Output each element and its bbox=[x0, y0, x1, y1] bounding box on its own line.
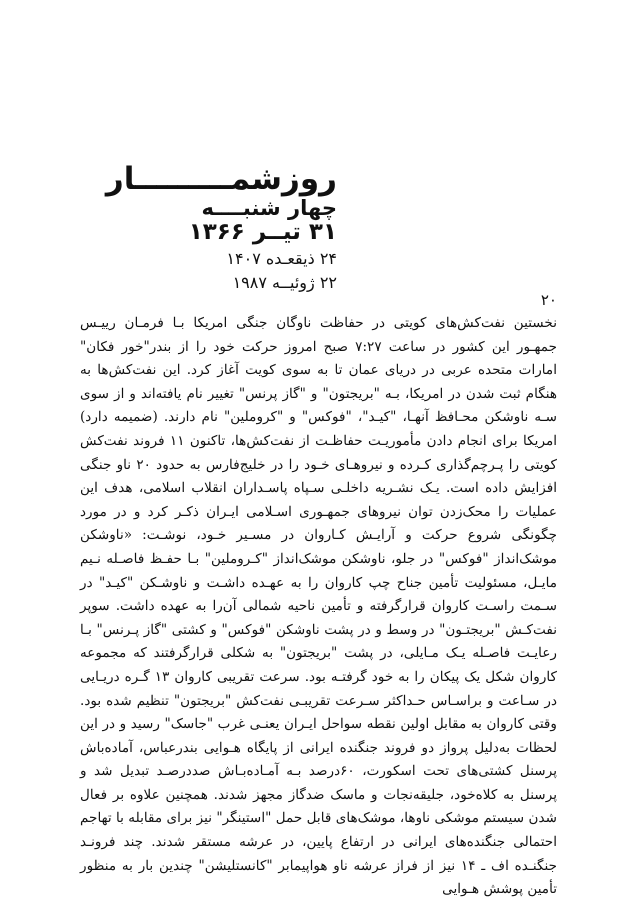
gregorian-date: ۲۲ ژوئیــه ۱۹۸۷ bbox=[232, 273, 337, 292]
hijri-date: ۲۴ ذیقعـده ۱۴۰۷ bbox=[226, 249, 337, 268]
entry-number: ۲۰ bbox=[540, 291, 557, 309]
entry-paragraph: نخستین نفت‌کش‌های کویتی در حفاظت ناوگان جنگی امریکا بـا فرمـان رییـس جمهـور این کشور در ساعت ۷:۲۷ صبح امروز حرکت خود را از بندر"خور فکان" امارات متحده عربی در دریای عمان تا به سوی کویت آغاز کرد. این نفت‌کش‌ها به هنگام ثبت شدن در امریکا، بـه "بریجتون" و "گاز پرنس" تغییر نام یافته‌اند و از سوی سـه ناوشکن محـافظ آنهـا، "کیـد"، "فوکس" و "کروملین" نام دارند. (ضمیمه دارد) امریکا برای انجام دادن مأموریـت حفاظـت از نفت‌کش‌ها، تاکنون ۱۱ فروند نفت‌کش کویتی را پـرچم‌گذاری کـرده و نیروهـای خـود را در خلیج‌فارس به حدود ۲۰ ناو جنگی افزایش داده است. یـک نشـریه داخلـی سـپاه پاسـداران انقلاب اسلامی، هدف این عملیات را محک‌زدن توان نیروهای جمهـوری اسـلامی ایـران ذکـر کرد و در مورد چگونگی شروع حرکت و آرایـش کـاروان در مسـیر خـود، نوشـت: «ناوشکن موشک‌انداز "فوکس" در جلو، ناوشکن موشک‌انداز "کـروملین" بـا حفـظ فاصـله نـیم مایـل، مسئولیت تأمین جناح چپ کاروان را به عهـده داشـت و ناوشـکن "کیـد" در سـمت راسـت کاروان قرارگرفته و تأمین ناحیه شمالی آن‌را به عهده داشت. سوپر نفت‌کـش "بریجتـون" در وسط و در پشت ناوشکن "فوکس" و کشتی "گاز پـرنس" بـا رعایـت فاصـله یـک مـایلی، در پشت "بریجتون" به شکلی قرارگرفتند که مجموعه کاروان شکل یک پیکان را به خود گرفتـه بود. سرعت تقریبی کاروان ۱۳ گـره دریـایی در سـاعت و براسـاس حـداکثر سـرعت تقریبـی نفت‌کش "بریجتون" تنظیم شده بود. وقتی کاروان به مقابل اولین نقطه سواحل ایـران یعنـی غرب "جاسک" رسید و در این لحظات به‌دلیل پرواز دو فروند جنگنده ایرانی از پایگاه هـوایی بندرعباس، آماده‌باش پرسنل کشتی‌های تحت اسکورت، ۶۰درصد بـه آمـاده‌بـاش صددرصـد تبدیل شد و پرسنل به کلاه‌خود، جلیقه‌نجات و ماسک ضدگاز مجهز شدند. همچنین علاوه بر فعال شدن سیستم موشکی ناوها، موشک‌های قابل حمل "استینگر" نیز برای مقابله با تهاجم احتمالی جنگنده‌های ایرانی در ارتفاع پایین، در عرشه مستقر شدند. چند فرونـد جنگنـده اف ـ ۱۴ نیز از فراز عرشه ناو هواپیمابر "کانستلیشن" چندین بار به منظور تأمین پوشش هـوایی bbox=[80, 315, 558, 898]
weekday-heading: چهار شنبــــه bbox=[201, 196, 337, 220]
solar-date-heading: ۳۱ تیــر ۱۳۶۶ bbox=[188, 219, 337, 245]
entry-body bbox=[80, 312, 557, 902]
chronicle-title: روزشمـــــــــار bbox=[105, 161, 337, 197]
chronicle-header bbox=[105, 161, 337, 295]
